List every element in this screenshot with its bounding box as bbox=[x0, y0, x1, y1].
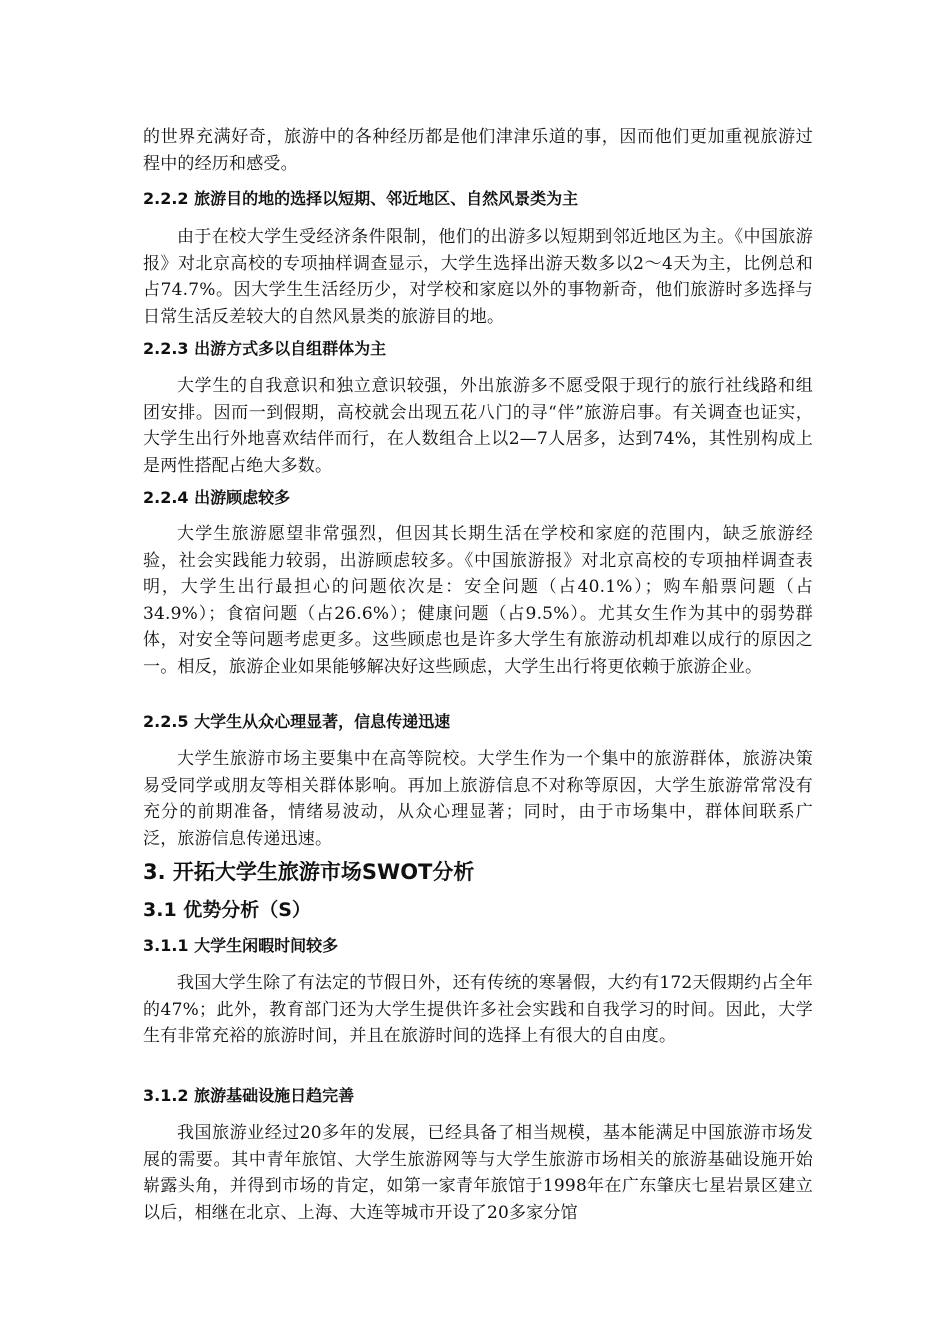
paragraph-3-1-2: 我国旅游业经过20多年的发展，已经具备了相当规模，基本能满足中国旅游市场发展的需要。其中青年旅馆、大学生旅游网等与大学生旅游市场相关的旅游基础设施开始崭露头角，并得到市场的肯定，如第一家青年旅馆于1998年在广东肇庆七星岩景区建立以后，相继在北京、上海、大连等城市开设了20多家分馆 bbox=[143, 1123, 813, 1223]
paragraph-2-2-5: 大学生旅游市场主要集中在高等院校。大学生作为一个集中的旅游群体，旅游决策易受同学或朋友等相关群体影响。再加上旅游信息不对称等原因，大学生旅游常常没有充分的前期准备，情绪易波动，从众心理显著；同时，由于市场集中，群体间联系广泛，旅游信息传递迅速。 bbox=[143, 749, 813, 849]
paragraph-3-1-1: 我国大学生除了有法定的节假日外，还有传统的寒暑假，大约有172天假期约占全年的47%；此外，教育部门还为大学生提供许多社会实践和自我学习的时间。因此，大学生有非常充裕的旅游时间，并且在旅游时间的选择上有很大的自由度。 bbox=[143, 973, 813, 1046]
paragraph-2-2-4: 大学生旅游愿望非常强烈，但因其长期生活在学校和家庭的范围内，缺乏旅游经验，社会实践能力较弱，出游顾虑较多。《中国旅游报》对北京高校的专项抽样调查表明，大学生出行最担心的问题依次是：安全问题（占40.1%）；购车船票问题（占34.9%）；食宿问题（占26.6%）；健康问题（占9.5%）。尤其女生作为其中的弱势群体，对安全等问题考虑更多。这些顾虑也是许多大学生有旅游动机却难以成行的原因之一。相反，旅游企业如果能够解决好这些顾虑，大学生出行将更依赖于旅游企业。 bbox=[143, 524, 813, 677]
heading-3: 3. 开拓大学生旅游市场SWOT分析 bbox=[143, 860, 475, 884]
heading-3-1: 3.1 优势分析（S） bbox=[143, 899, 311, 921]
heading-3-1-2: 3.1.2 旅游基础设施日趋完善 bbox=[143, 1086, 355, 1105]
heading-2-2-5: 2.2.5 大学生从众心理显著，信息传递迅速 bbox=[143, 712, 451, 731]
paragraph-2-2-2: 由于在校大学生受经济条件限制，他们的出游多以短期到邻近地区为主。《中国旅游报》对北京高校的专项抽样调查显示，大学生选择出游天数多以2～4天为主，比例总和占74.7%。因大学生生活经历少，对学校和家庭以外的事物新奇，他们旅游时多选择与日常生活反差较大的自然风景类的旅游目的地。 bbox=[143, 227, 813, 327]
heading-2-2-2: 2.2.2 旅游目的地的选择以短期、邻近地区、自然风景类为主 bbox=[143, 189, 579, 208]
heading-2-2-3: 2.2.3 出游方式多以自组群体为主 bbox=[143, 339, 387, 358]
paragraph-intro: 的世界充满好奇，旅游中的各种经历都是他们津津乐道的事，因而他们更加重视旅游过程中的经历和感受。 bbox=[143, 127, 813, 174]
heading-2-2-4: 2.2.4 出游顾虑较多 bbox=[143, 488, 291, 507]
paragraph-2-2-3: 大学生的自我意识和独立意识较强，外出旅游多不愿受限于现行的旅行社线路和组团安排。因而一到假期，高校就会出现五花八门的寻“伴”旅游启事。有关调查也证实，大学生出行外地喜欢结伴而行，在人数组合上以2—7人居多，达到74%，其性别构成上是两性搭配占绝大多数。 bbox=[143, 376, 813, 476]
heading-3-1-1: 3.1.1 大学生闲暇时间较多 bbox=[143, 936, 339, 955]
